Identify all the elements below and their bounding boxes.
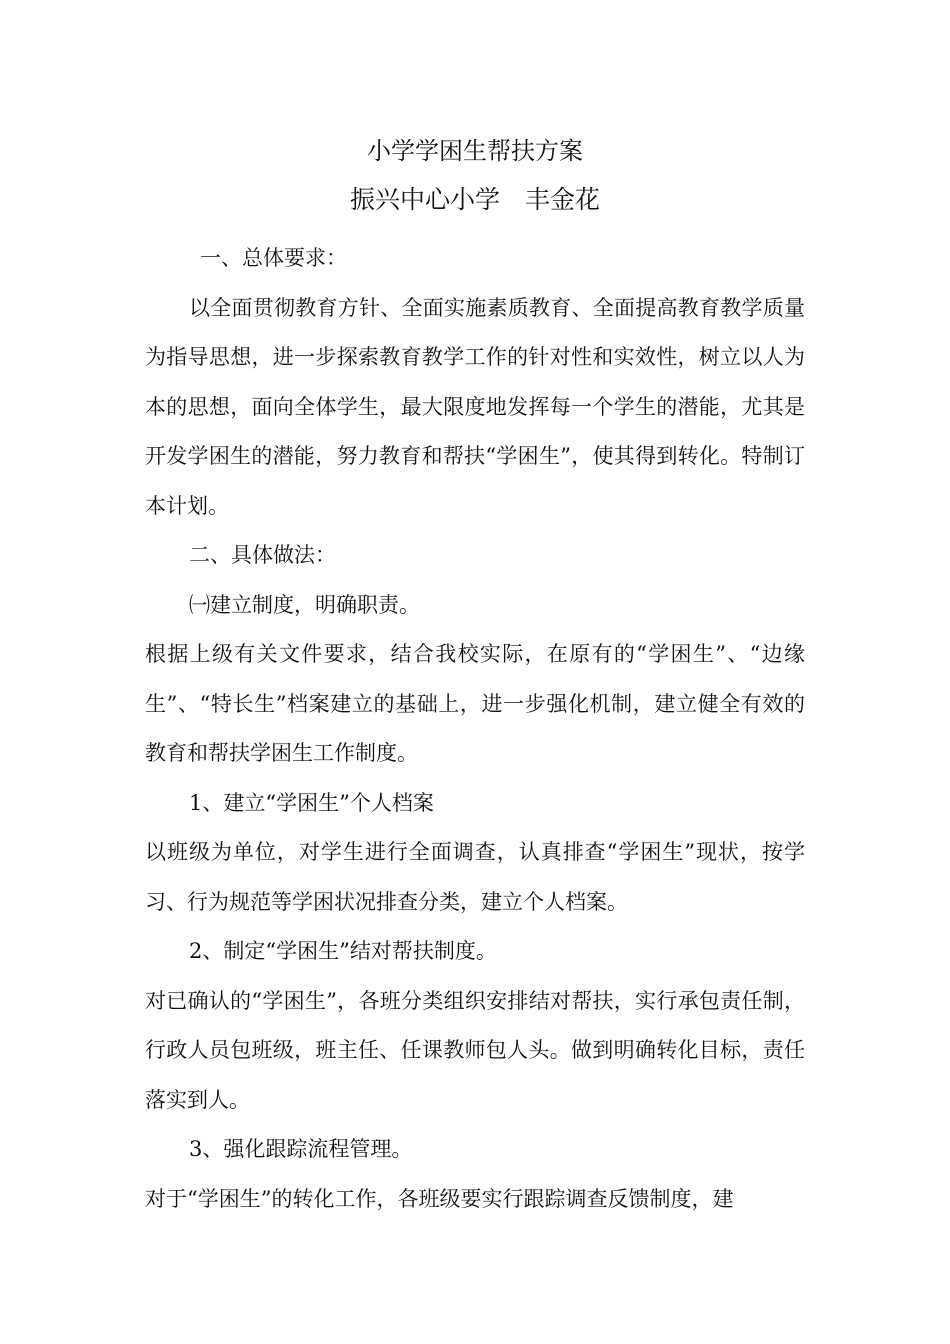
paragraph-guiding-ideology: 以全面贯彻教育方针、全面实施素质教育、全面提高教育教学质量为指导思想，进一步探索教育教学工作的针对性和实效性，树立以人为本的思想，面向全体学生，最大限度地发挥每一个学生的潜能，尤其是开发学困生的潜能，努力教育和帮扶“学困生”，使其得到转化。特制订本计划。 [145, 295, 805, 518]
item-heading-tracking-management: 3、强化跟踪流程管理。 [189, 1137, 413, 1161]
item-heading-personal-files: 1、建立“学困生”个人档案 [189, 790, 434, 815]
document-body [145, 232, 805, 1224]
paragraph-establish-system: 根据上级有关文件要求，结合我校实际，在原有的“学困生”、“边缘生”、“特长生”档案建立的基础上，进一步强化机制，建立健全有效的教育和帮扶学困生工作制度。 [145, 642, 805, 765]
paragraph-tracking-management: 对于“学困生”的转化工作，各班级要实行跟踪调查反馈制度，建 [145, 1186, 734, 1211]
item-heading-pairing-system: 2、制定“学困生”结对帮扶制度。 [189, 939, 497, 963]
section-heading-specific-methods: 二、具体做法： [189, 543, 336, 567]
paragraph-personal-files: 以班级为单位，对学生进行全面调查，认真排查“学困生”现状，按学习、行为规范等学困状况排查分类，建立个人档案。 [145, 840, 805, 914]
paragraph-pairing-system: 对已确认的“学困生”，各班分类组织安排结对帮扶，实行承包责任制，行政人员包班级，班主任、任课教师包人头。做到明确转化目标，责任落实到人。 [145, 988, 805, 1112]
section-heading-general-requirements: 一、总体要求： [200, 246, 347, 270]
document-title: 小学学困生帮扶方案 [367, 137, 583, 165]
author-line: 振兴中心小学 丰金花 [349, 185, 600, 214]
subsection-heading-establish-system: ㈠建立制度，明确职责。 [189, 592, 420, 617]
